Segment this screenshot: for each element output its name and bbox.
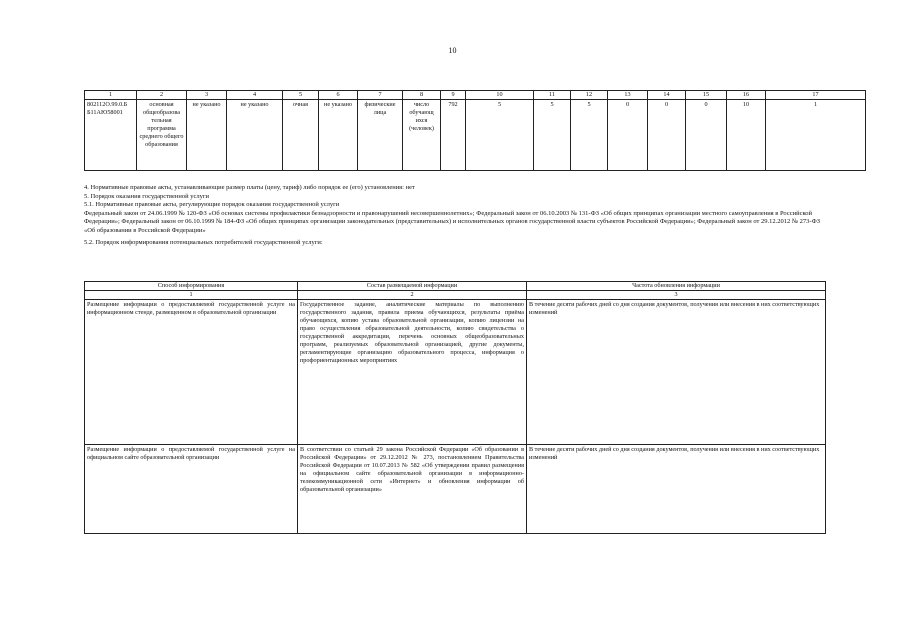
table-cell: физические лица <box>358 100 403 171</box>
header-cell: 2 <box>298 291 527 300</box>
header-cell: 14 <box>648 91 686 100</box>
table-cell: В течение десяти рабочих дней со дня создания документов, получения или внесения в них соответствующих изменений <box>527 445 826 534</box>
table-cell: 5 <box>571 100 608 171</box>
table-cell: В соответствии со статьей 29 закона Российской Федерации «Об образовании в Российской Федерации» от 29.12.2012 № 273, постановлением Правительства Российской Федерации от 10.07.2013 № 582 «Об утверждении правил размещения на официальном сайте образовательной организации в информационно-телекоммуникационной сети «Интернет» и обновления информации об образовательной организации» <box>298 445 527 534</box>
header-cell: 2 <box>137 91 187 100</box>
table-cell: 0 <box>608 100 648 171</box>
table-cell: 5 <box>466 100 534 171</box>
table-cell: 1 <box>766 100 866 171</box>
table-cell: очная <box>283 100 319 171</box>
table-cell: Размещение информации о предоставляемой государственной услуге на информационном стенде, размещенном в образовательной организации <box>85 300 298 445</box>
table-cell: не указано <box>319 100 358 171</box>
table-header-row <box>85 282 826 291</box>
section-4-text: 4. Нормативные правовые акты, устанавливающие размер платы (цену, тариф) либо порядок ее (его) установления: нет <box>84 184 415 191</box>
table-row <box>85 300 826 445</box>
table-cell: основная общеобразова тельная программа среднего общего образования <box>137 100 187 171</box>
table-cell: 0 <box>648 100 686 171</box>
table-number-row <box>85 291 826 300</box>
header-cell: Способ информирования <box>85 282 298 291</box>
header-cell: 3 <box>527 291 826 300</box>
header-cell: 9 <box>441 91 466 100</box>
table-cell: число обучающ ихся (человек) <box>403 100 441 171</box>
header-cell: 13 <box>608 91 648 100</box>
header-cell: Состав размещаемой информации <box>298 282 527 291</box>
table-row <box>85 445 826 534</box>
header-cell: 4 <box>227 91 283 100</box>
table-cell: 792 <box>441 100 466 171</box>
header-cell: 8 <box>403 91 441 100</box>
header-cell: 3 <box>187 91 227 100</box>
table-cell: не указано <box>227 100 283 171</box>
laws-paragraph: Федеральный закон от 24.06.1999 № 120-ФЗ «Об основах системы профилактики безнадзорности и правонарушений несовершеннолетних»; Федеральный закон от 06.10.2003 № 131-ФЗ «Об общих принципах организации местного самоуправления в Российской Федерации»; Федеральный закон от 06.10.1999 № 184-ФЗ «Об общих принципах организации законодательных (представительных) и исполнительных органов государственной власти субъектов Российской Федерации»; Федеральный закон от 29.12.2012 № 273-ФЗ «Об образовании в Российской Федерации» <box>84 209 820 234</box>
section-5-heading: 5. Порядок оказания государственной услуги <box>84 192 209 200</box>
table-cell: 10 <box>727 100 766 171</box>
header-cell: 1 <box>85 291 298 300</box>
table-cell: не указано <box>187 100 227 171</box>
table-header-row <box>85 91 866 100</box>
table-cell: 0 <box>686 100 727 171</box>
header-cell: 11 <box>534 91 571 100</box>
header-cell: 10 <box>466 91 534 100</box>
header-cell: 17 <box>766 91 866 100</box>
header-cell: 15 <box>686 91 727 100</box>
table-cell: Государственное задание, аналитические материалы по выполнению государственного задания, правила приема обучающихся, результаты приёма обучающихся, копию устава образовательной организации, копию лицензии на право осуществления образовательной деятельности, копию свидетельства о государственной аккредитации, перечень основных общеобразовательных программ, реализуемых образовательной организацией, другие документы, регламентирующие организацию образовательного процесса, информация о профориентационных мероприятиях <box>298 300 527 445</box>
page-number: 10 <box>448 46 457 55</box>
table-cell: В течение десяти рабочих дней со дня создания документов, получения или внесения в них соответствующих изменений <box>527 300 826 445</box>
table-cell: 802112О.99.0.Б Б11АЮ58001 <box>85 100 137 171</box>
header-cell: 5 <box>283 91 319 100</box>
header-cell: 6 <box>319 91 358 100</box>
table-cell: 5 <box>534 100 571 171</box>
header-cell: 1 <box>85 91 137 100</box>
table-cell: Размещение информации о предоставляемой государственной услуге на официальном сайте образовательной организации <box>85 445 298 534</box>
header-cell: 12 <box>571 91 608 100</box>
informing-table <box>84 281 826 534</box>
header-cell: 16 <box>727 91 766 100</box>
indicators-table <box>84 90 866 171</box>
table-row <box>85 100 866 171</box>
document-body-text <box>84 184 825 248</box>
section-5-1-heading: 5.1. Нормативные правовые акты, регулирующие порядок оказания государственной услуги <box>84 201 340 208</box>
header-cell: Частота обновления информации <box>527 282 826 291</box>
header-cell: 7 <box>358 91 403 100</box>
section-5-2-heading: 5.2. Порядок информирования потенциальных потребителей государственной услуги: <box>84 239 323 246</box>
